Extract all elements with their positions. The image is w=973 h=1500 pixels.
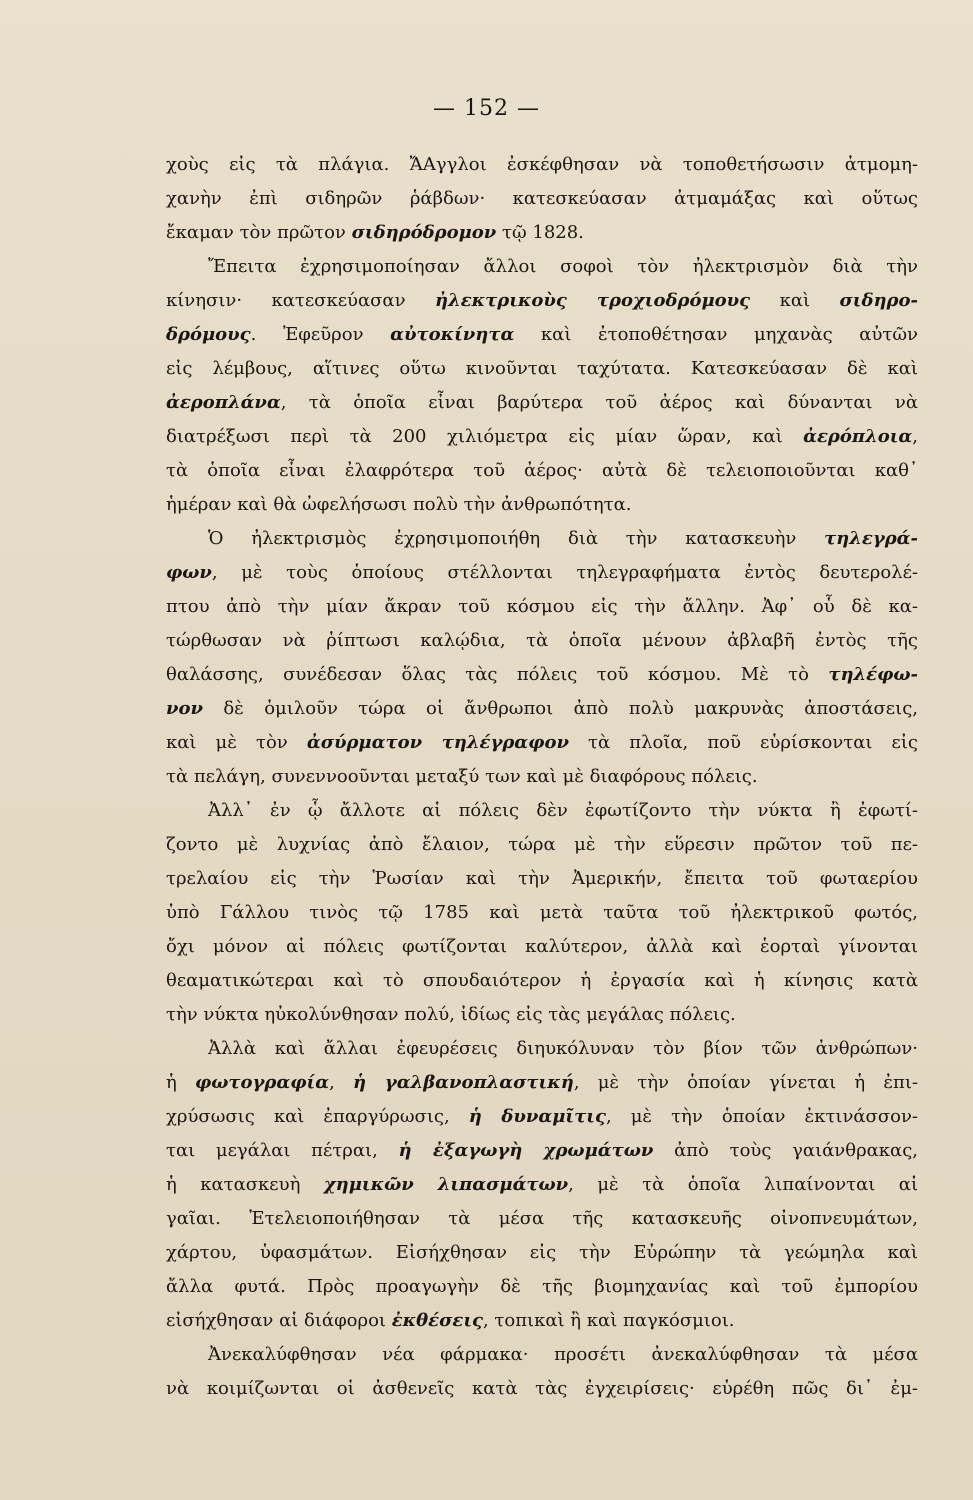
text-run: εἰς λέμβους, αἵτινες οὕτω κινοῦνται ταχύτατα. Κατεσκεύασαν δὲ καὶ xyxy=(166,358,918,379)
text-line xyxy=(166,1100,918,1134)
text-line xyxy=(166,522,918,556)
text-line xyxy=(166,828,918,862)
emphasized-term: δρόμους xyxy=(166,324,251,345)
text-run: Ἔπειτα ἐχρησιμοποίησαν ἄλλοι σοφοὶ τὸν ἠλεκτρισμὸν διὰ τὴν xyxy=(208,256,918,277)
emphasized-term: ἀεροπλάνα xyxy=(166,392,281,413)
text-line xyxy=(166,1338,918,1372)
body-text xyxy=(166,148,918,1406)
text-line xyxy=(166,794,918,828)
text-run: πτου ἀπὸ τὴν μίαν ἄκραν τοῦ κόσμου εἰς τὴν ἄλλην. Ἀφ᾽ οὗ δὲ κα- xyxy=(166,596,918,617)
text-line xyxy=(166,1066,918,1100)
text-run: Ὁ ἠλεκτρισμὸς ἐχρησιμοποιήθη διὰ τὴν κατασκευὴν xyxy=(208,528,825,549)
text-run: , μὲ τὴν ὁποίαν γίνεται ἡ ἐπι- xyxy=(573,1072,918,1093)
text-line xyxy=(166,590,918,624)
text-run: ἡ xyxy=(166,1072,195,1093)
emphasized-term: ἡ ἐξαγωγὴ χρωμάτων xyxy=(398,1140,654,1161)
text-run: νὰ κοιμίζωνται οἱ ἀσθενεῖς κατὰ τὰς ἐγχειρίσεις· εὑρέθη πῶς δι᾽ ἐμ- xyxy=(166,1378,918,1399)
page-number: — 152 — xyxy=(433,96,540,121)
emphasized-term: σιδηρόδρομον xyxy=(351,222,497,243)
text-run: χρύσωσις καὶ ἐπαργύρωσις, xyxy=(166,1106,469,1127)
text-run: ται μεγάλαι πέτραι, xyxy=(166,1140,399,1161)
text-line xyxy=(166,1304,918,1338)
text-line xyxy=(166,420,918,454)
text-run: τὰ ὁποῖα εἶναι ἐλαφρότερα τοῦ ἀέρος· αὐτὰ δὲ τελειοποιοῦνται καθ᾽ xyxy=(166,460,918,481)
text-run: χανὴν ἐπὶ σιδηρῶν ῥάβδων· κατεσκεύασαν ἀτμαμάξας καὶ οὕτως xyxy=(166,188,918,209)
text-run: διατρέξωσι περὶ τὰ 200 χιλιόμετρα εἰς μίαν ὥραν, καὶ xyxy=(166,426,804,447)
text-run: χοὺς εἰς τὰ πλάγια. xyxy=(166,154,410,175)
text-line xyxy=(166,896,918,930)
text-run: ὄχι μόνον αἱ πόλεις φωτίζονται καλύτερον, ἀλλὰ καὶ ἑορταὶ γίνονται xyxy=(166,936,918,957)
text-line xyxy=(166,182,918,216)
text-line xyxy=(166,1372,918,1406)
text-run: ἄλλα φυτά. Πρὸς προαγωγὴν δὲ τῆς βιομηχανίας καὶ τοῦ ἐμπορίου xyxy=(166,1276,918,1297)
text-line xyxy=(166,148,918,182)
text-run: θαλάσσης, συνέδεσαν ὅλας τὰς πόλεις τοῦ κόσμου. Μὲ τὸ xyxy=(166,664,829,685)
emphasized-term: ἀσύρματον τηλέγραφον xyxy=(306,732,569,753)
text-run: τὰ πελάγη, συνεννοοῦνται μεταξύ των καὶ μὲ διαφόρους πόλεις. xyxy=(166,766,758,787)
text-run: τῷ 1828. xyxy=(496,222,584,243)
text-run: κίνησιν· κατεσκεύασαν xyxy=(166,290,435,311)
emphasized-term: αὐτοκίνητα xyxy=(390,324,515,345)
text-run: , τὰ ὁποῖα εἶναι βαρύτερα τοῦ ἀέρος καὶ δύνανται νὰ xyxy=(280,392,918,413)
text-run: , μὲ τοὺς ὁποίους στέλλονται τηλεγραφήματα ἐντὸς δευτερολέ- xyxy=(211,562,918,583)
text-run: ζοντο μὲ λυχνίας ἀπὸ ἔλαιον, τώρα μὲ τὴν εὕρεσιν πρῶτον τοῦ πε- xyxy=(166,834,918,855)
text-line xyxy=(166,454,918,488)
text-line xyxy=(166,318,918,352)
text-run: καὶ ἐτοποθέτησαν μηχανὰς αὐτῶν xyxy=(514,324,918,345)
text-run: ἡμέραν καὶ θὰ ὠφελήσωσι πολὺ τὴν ἀνθρωπότητα. xyxy=(166,494,632,515)
text-run: εἰσήχθησαν αἱ διάφοροι xyxy=(166,1310,392,1331)
text-run: ἀπὸ τοὺς γαιάνθρακας, xyxy=(653,1140,918,1161)
text-line xyxy=(166,964,918,998)
text-run: καὶ xyxy=(750,290,840,311)
text-line xyxy=(166,930,918,964)
emphasized-term: φων xyxy=(166,562,212,583)
text-run: Ἀνεκαλύφθησαν νέα φάρμακα· προσέτι ἀνεκαλύφθησαν τὰ μέσα xyxy=(208,1344,918,1365)
text-run: θεαματικώτεραι καὶ τὸ σπουδαιότερον ἡ ἐργασία καὶ ἡ κίνησις κατὰ xyxy=(166,970,918,991)
emphasized-term: ἡ γαλβανοπλαστική xyxy=(353,1072,574,1093)
emphasized-term: τηλεγρά- xyxy=(824,528,918,549)
text-line xyxy=(166,862,918,896)
text-run: ὑπὸ Γάλλου τινὸς τῷ 1785 καὶ μετὰ ταῦτα τοῦ ἠλεκτρικοῦ φωτός, xyxy=(166,902,918,923)
text-run: ἡ κατασκευὴ xyxy=(166,1174,324,1195)
text-run: , μὲ τὴν ὁποίαν ἐκτινάσσον- xyxy=(605,1106,918,1127)
text-run: . Ἐφεῦρον xyxy=(250,324,391,345)
text-run: τώρθωσαν νὰ ῥίπτωσι καλῴδια, τὰ ὁποῖα μένουν ἀβλαβῆ ἐντὸς τῆς xyxy=(166,630,918,651)
text-line xyxy=(166,216,918,250)
text-run: ἔκαμαν τὸν πρῶτον xyxy=(166,222,352,243)
text-run: γαῖαι. Ἐτελειοποιήθησαν τὰ μέσα τῆς κατασκευῆς οἰνοπνευμάτων, xyxy=(166,1208,918,1229)
text-run: δὲ ὁμιλοῦν τώρα οἱ ἄνθρωποι ἀπὸ πολὺ μακρυνὰς ἀποστάσεις, xyxy=(202,698,918,719)
text-line xyxy=(166,692,918,726)
text-run: χάρτου, ὑφασμάτων. Εἰσήχθησαν εἰς τὴν Εὐρώπην τὰ γεώμηλα καὶ xyxy=(166,1242,918,1263)
text-line xyxy=(166,1168,918,1202)
text-line xyxy=(166,726,918,760)
text-line xyxy=(166,1202,918,1236)
text-run: τὰ πλοῖα, ποῦ εὑρίσκονται εἰς xyxy=(568,732,918,753)
text-run: , τοπικαὶ ἢ καὶ παγκόσμιοι. xyxy=(482,1310,735,1331)
text-line xyxy=(166,998,918,1032)
text-line xyxy=(166,760,918,794)
text-line xyxy=(166,1032,918,1066)
text-run: Ἀλλ᾽ ἐν ᾧ ἄλλοτε αἱ πόλεις δὲν ἐφωτίζοντο τὴν νύκτα ἢ ἐφωτί- xyxy=(208,800,918,821)
text-run: τὴν νύκτα ηὐκολύνθησαν πολύ, ἰδίως εἰς τὰς μεγάλας πόλεις. xyxy=(166,1004,736,1025)
emphasized-term: τηλέφω- xyxy=(828,664,918,685)
text-run: , μὲ τὰ ὁποῖα λιπαίνονται αἱ xyxy=(568,1174,918,1195)
emphasized-term: νον xyxy=(166,698,203,719)
emphasized-term: ἠλεκτρικοὺς τροχιοδρόμους xyxy=(434,290,751,311)
text-line xyxy=(166,352,918,386)
text-run: , xyxy=(912,426,918,447)
text-run: Ἀλλὰ καὶ ἄλλαι ἐφευρέσεις διηυκόλυναν τὸν βίον τῶν ἀνθρώπων· xyxy=(208,1038,918,1059)
emphasized-term: ἐκθέσεις xyxy=(391,1310,483,1331)
text-line xyxy=(166,488,918,522)
emphasized-term: ἀερόπλοια xyxy=(803,426,913,447)
emphasized-term: ἡ δυναμῖτις xyxy=(468,1106,606,1127)
text-line xyxy=(166,624,918,658)
text-line xyxy=(166,1270,918,1304)
text-line xyxy=(166,658,918,692)
emphasized-term: χημικῶν λιπασμάτων xyxy=(323,1174,569,1195)
text-run: , xyxy=(329,1072,354,1093)
text-run: καὶ μὲ τὸν xyxy=(166,732,307,753)
text-run: τρελαίου εἰς τὴν Ῥωσίαν καὶ τὴν Ἀμερικήν, ἔπειτα τοῦ φωταερίου xyxy=(166,868,918,889)
emphasized-term: σιδηρο- xyxy=(839,290,918,311)
text-line xyxy=(166,284,918,318)
text-line xyxy=(166,386,918,420)
text-line xyxy=(166,250,918,284)
text-line xyxy=(166,556,918,590)
text-run: ἌΑγγλοι ἐσκέφθησαν νὰ τοποθετήσωσιν ἀτμομη- xyxy=(409,154,918,175)
emphasized-term: φωτογραφία xyxy=(194,1072,330,1093)
text-line xyxy=(166,1134,918,1168)
text-line xyxy=(166,1236,918,1270)
